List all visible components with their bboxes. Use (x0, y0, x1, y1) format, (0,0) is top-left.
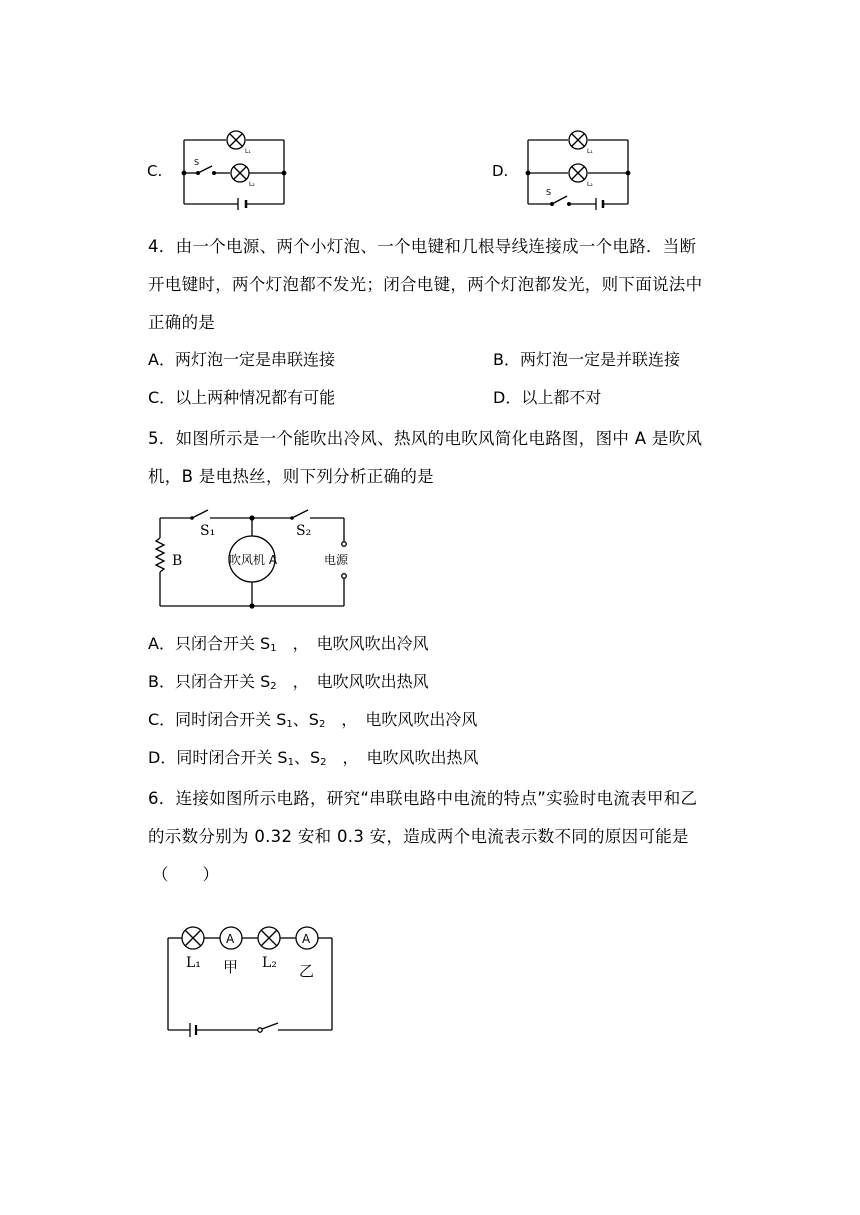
q6-l2-label: L₂ (262, 955, 277, 971)
q6-jia-label: 甲 (223, 958, 239, 976)
q5-fan-label: 吹风机 A (229, 553, 278, 567)
q6-ammeter-yi-symbol: A (302, 932, 311, 946)
q5-line2: 机，B 是电热丝，则下列分析正确的是 (148, 467, 434, 486)
q5-hairdryer-circuit (152, 506, 362, 616)
q5-s2-label: S₂ (296, 523, 312, 539)
fig-c-lamp1-label: L₁ (245, 148, 251, 155)
fig-d-lamp2-label: L₂ (587, 181, 593, 188)
q6-line1: 6．连接如图所示电路，研究“串联电路中电流的特点”实验时电流表甲和乙 (148, 789, 698, 808)
option-c-circuit (176, 126, 296, 216)
fig-d-switch-label: S (546, 188, 552, 197)
q5-option-b: B．只闭合开关 $S_2$ ， 电吹风吹出热风 (148, 672, 429, 692)
option-d-circuit (520, 126, 640, 216)
q4-line2: 开电键时，两个灯泡都不发光；闭合电键，两个灯泡都发光，则下面说法中 (148, 275, 703, 294)
option-d-label: D. (492, 162, 509, 180)
fig-c-switch-label: S (194, 158, 200, 167)
q4-option-d: D．以上都不对 (493, 388, 602, 407)
q5-line1: 5．如图所示是一个能吹出冷风、热风的电吹风简化电路图，图中 A 是吹风 (148, 429, 703, 448)
q5-b-label: B (172, 553, 183, 569)
q5-s1-label: S₁ (200, 523, 216, 539)
q4-option-b: B．两灯泡一定是并联连接 (493, 350, 680, 369)
q4-option-a: A．两灯泡一定是串联连接 (148, 350, 335, 369)
q6-yi-label: 乙 (299, 962, 315, 980)
q6-line2: 的示数分别为 0.32 安和 0.3 安，造成两个电流表示数不同的原因可能是 (148, 827, 689, 846)
q6-ammeter-jia-symbol: A (226, 932, 235, 946)
q6-line3: （ ） (152, 865, 220, 884)
option-c-label: C. (147, 162, 163, 180)
q4-line1: 4．由一个电源、两个小灯泡、一个电键和几根导线连接成一个电路．当断 (148, 237, 697, 256)
fig-c-lamp2-label: L₂ (249, 181, 255, 188)
q6-series-circuit (164, 922, 344, 1037)
q6-l1-label: L₁ (186, 955, 201, 971)
q4-line3: 正确的是 (148, 313, 216, 332)
q5-source-label: 电源 (324, 553, 349, 567)
q5-option-c: C．同时闭合开关 $S_1$、$S_2$ ， 电吹风吹出冷风 (148, 710, 478, 730)
fig-d-lamp1-label: L₁ (587, 148, 593, 155)
q5-option-a: A．只闭合开关 $S_1$ ， 电吹风吹出冷风 (148, 634, 429, 654)
q4-option-c: C．以上两种情况都有可能 (148, 388, 336, 407)
q5-option-d: D．同时闭合开关 $S_1$、$S_2$ ， 电吹风吹出热风 (148, 748, 479, 768)
